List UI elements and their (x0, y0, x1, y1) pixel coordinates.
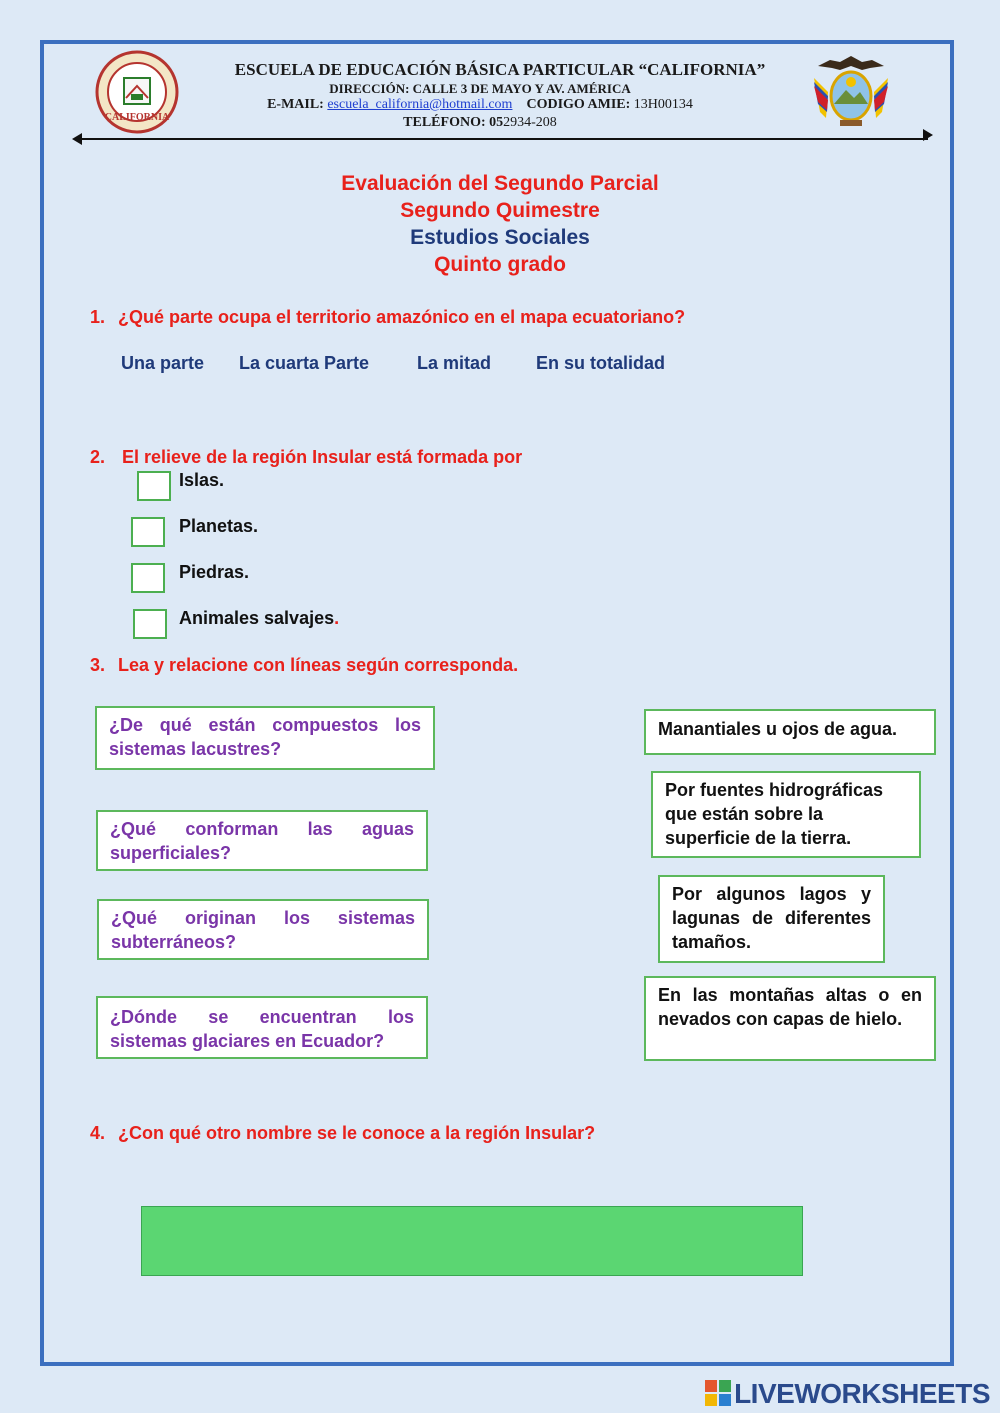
q2-checkbox-islas[interactable] (137, 471, 171, 501)
header-divider (78, 138, 928, 140)
q3-answer-lagos[interactable]: Por algunos lagos y lagunas de diferentes tamaños. (658, 875, 885, 963)
email-link[interactable]: escuela_california@hotmail.com (327, 97, 513, 112)
q3-question-subterraneos[interactable]: ¿Qué originan los sistemas subterráneos? (97, 899, 429, 960)
phone-label: TELÉFONO: (403, 115, 486, 130)
question-4-text: ¿Con qué otro nombre se le conoce a la región Insular? (118, 1123, 596, 1143)
question-2-number: 2. (90, 447, 106, 467)
divider-arrow-right (923, 129, 933, 141)
q1-option-totalidad[interactable]: En su totalidad (536, 353, 666, 373)
q4-answer-input[interactable] (141, 1206, 803, 1276)
question-3-number: 3. (90, 655, 106, 675)
phone-prefix: 05 (489, 115, 504, 130)
q1-option-cuarta-parte[interactable]: La cuarta Parte (239, 353, 370, 373)
phone-number: 2934-208 (503, 115, 557, 130)
title-subject: Estudios Sociales (410, 226, 590, 249)
question-2-text: El relieve de la región Insular está formada por (122, 447, 523, 467)
q1-option-la-mitad[interactable]: La mitad (417, 353, 492, 373)
question-1 (90, 307, 685, 328)
question-4 (90, 1123, 595, 1144)
title-grade: Quinto grado (434, 253, 566, 276)
q3-question-superficiales[interactable]: ¿Qué conforman las aguas superficiales? (96, 810, 428, 871)
q3-question-glaciares[interactable]: ¿Dónde se encuentran los sistemas glaciares en Ecuador? (96, 996, 428, 1059)
q1-option-una-parte[interactable]: Una parte (121, 353, 205, 373)
q2-label-islas: Islas. (179, 470, 225, 490)
amie-label: CODIGO AMIE: (526, 97, 631, 112)
school-phone (150, 115, 810, 131)
q2-label-planetas: Planetas. (179, 516, 259, 536)
q2-label-animales-text: Animales salvajes (179, 608, 335, 628)
liveworksheets-logo (705, 1378, 990, 1410)
title-quimestre: Segundo Quimestre (400, 199, 600, 222)
q2-checkbox-animales[interactable] (133, 609, 167, 639)
question-3-text: Lea y relacione con líneas según corresponda. (118, 655, 519, 675)
question-1-number: 1. (90, 307, 106, 327)
school-contact (150, 97, 810, 113)
liveworksheets-icon (705, 1380, 731, 1406)
school-address: DIRECCIÓN: CALLE 3 DE MAYO Y AV. AMÉRICA (329, 81, 631, 96)
liveworksheets-brand: LIVEWORKSHEETS (734, 1378, 990, 1409)
question-3 (90, 655, 518, 676)
question-1-text: ¿Qué parte ocupa el territorio amazónico en el mapa ecuatoriano? (118, 307, 686, 327)
title-evaluation: Evaluación del Segundo Parcial (341, 172, 659, 195)
q3-answer-fuentes[interactable]: Por fuentes hidrográficas que están sobre la superficie de la tierra. (651, 771, 921, 858)
divider-arrow-left (72, 133, 82, 145)
q3-answer-montanas[interactable]: En las montañas altas o en nevados con capas de hielo. (644, 976, 936, 1061)
q2-checkbox-piedras[interactable] (131, 563, 165, 593)
q2-checkbox-planetas[interactable] (131, 517, 165, 547)
amie-code: 13H00134 (633, 97, 693, 112)
question-2 (90, 447, 522, 468)
q2-label-animales (179, 608, 339, 629)
q2-label-period: . (334, 608, 340, 628)
q2-label-piedras: Piedras. (179, 562, 250, 582)
school-logo-text: CALIFORNIA (104, 112, 170, 123)
q3-question-lacustres[interactable]: ¿De qué están compuestos los sistemas lacustres? (95, 706, 435, 770)
q3-answer-manantiales[interactable]: Manantiales u ojos de agua. (644, 709, 936, 755)
school-name: ESCUELA DE EDUCACIÓN BÁSICA PARTICULAR “CALIFORNIA” (234, 60, 766, 79)
question-4-number: 4. (90, 1123, 106, 1143)
email-label: E-MAIL: (267, 97, 324, 112)
